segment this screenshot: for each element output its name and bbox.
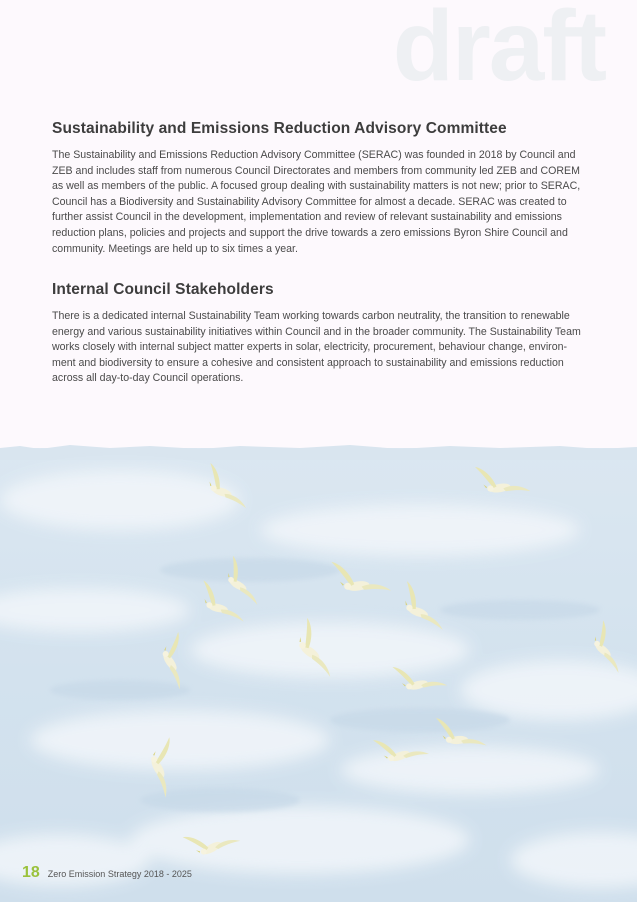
draft-watermark: draft — [392, 0, 605, 102]
section-internal-stakeholders — [52, 281, 587, 387]
cockatoo-sky-photo — [0, 440, 637, 902]
section-body: The Sustainability and Emissions Reduction Advisory Committee (SERAC) was founded in 2018 by Council and ZEB and includes staff from numerous Council Directorates and members from community led ZEB and COREM as well as members of the public. A focused group dealing with sustainability matters is not new; prior to SERAC, Council has a Biodiversity and Sustainability Advisory Committee for almost a decade. SERAC was created to further assist Council in the development, implementation and review of relevant sustainability and emissions reduction plans, policies and projects and support the drive towards a zero emissions Byron Shire Council and community. Meetings are held up to six times a year. — [52, 149, 581, 255]
document-title: Zero Emission Strategy 2018 - 2025 — [47, 869, 192, 879]
section-heading: Sustainability and Emissions Reduction Advisory Committee — [52, 120, 507, 137]
section-heading: Internal Council Stakeholders — [52, 281, 274, 298]
section-body: There is a dedicated internal Sustainability Team working towards carbon neutrality, the transition to renewable energy and various sustainability initiatives within Council and in the broader community. The Sustainability Team works closely with internal subject matter experts in solar, electricity, procurement, behaviour change, environ-ment and biodiversity to ensure a cohesive and consistent approach to sustainability and emissions reduction across all day-to-day Council operations. — [52, 310, 581, 385]
page-footer — [22, 864, 192, 882]
page-number: 18 — [22, 864, 40, 881]
section-serac — [52, 120, 587, 257]
